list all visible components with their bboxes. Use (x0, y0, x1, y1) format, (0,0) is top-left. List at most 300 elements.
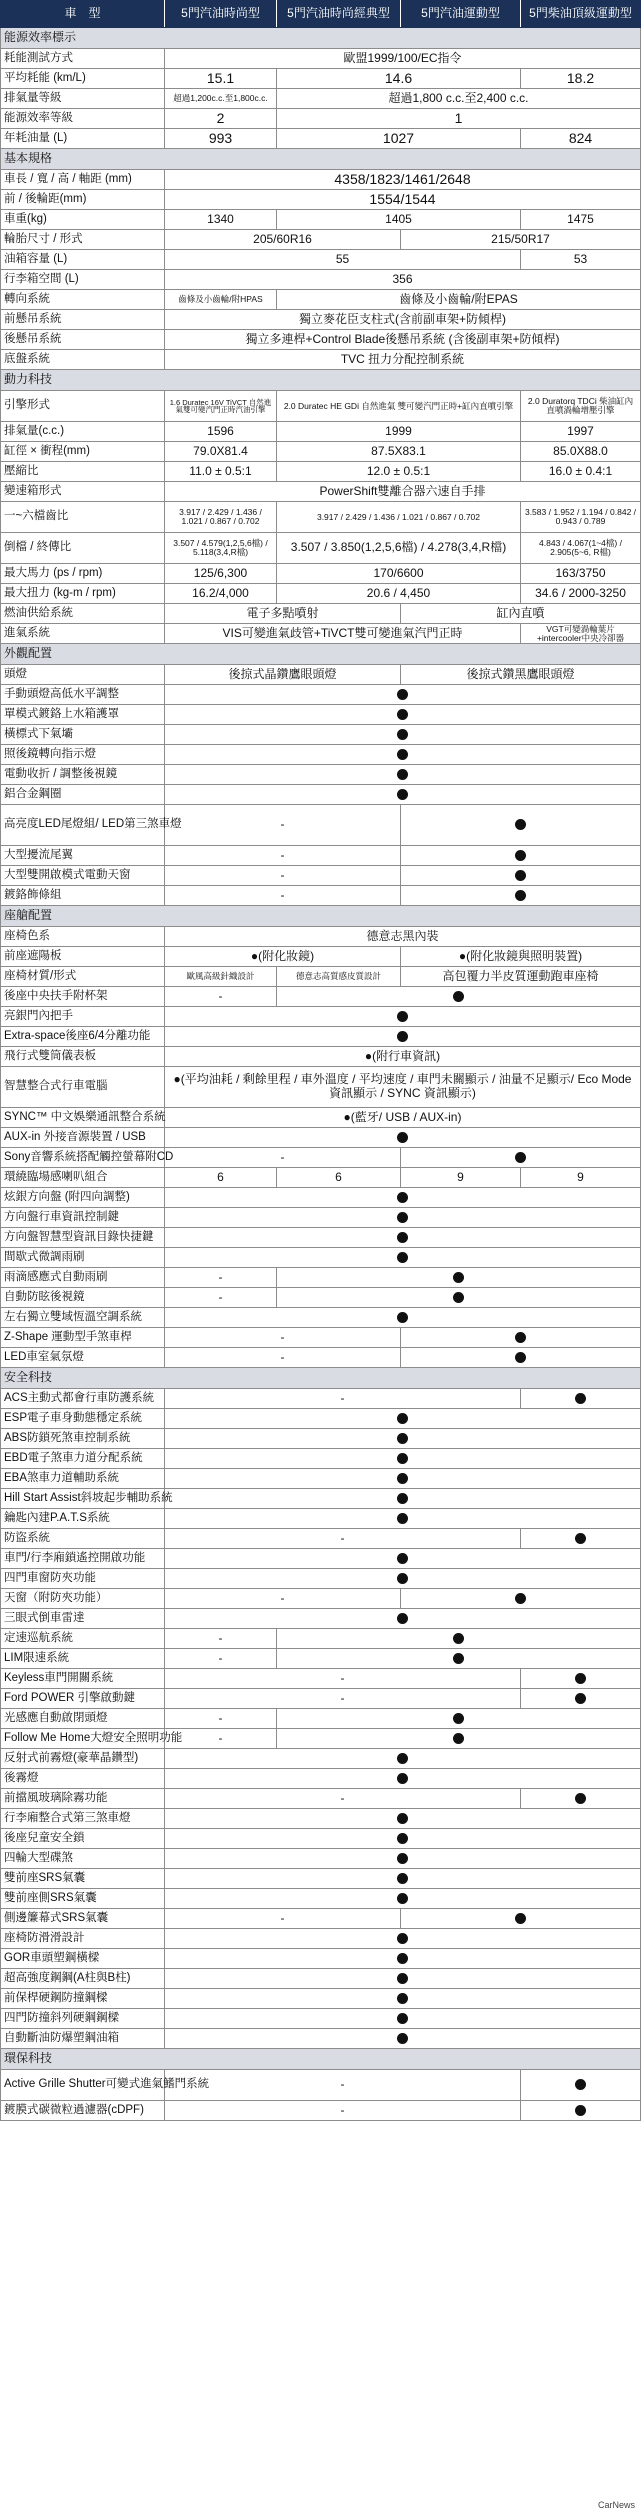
row-label: 平均耗能 (km/L) (1, 69, 165, 89)
standard-dot-icon (397, 1553, 408, 1564)
row-label: Active Grille Shutter可變式進氣鰭門系統 (1, 2070, 165, 2101)
feature-standard-cell (165, 1889, 641, 1909)
table-row (1, 665, 641, 685)
value-cell: 4.843 / 4.067(1~4檔) / 2.905(5~6, R檔) (521, 533, 641, 564)
row-label: 超高強度鋼鋼(A柱與B柱) (1, 1969, 165, 1989)
row-label: Z-Shape 運動型手煞車桿 (1, 1328, 165, 1348)
row-label: Follow Me Home大燈安全照明功能 (1, 1729, 165, 1749)
standard-dot-icon (397, 1413, 408, 1424)
standard-dot-icon (397, 1132, 408, 1143)
value-cell: 齒條及小齒輪/附EPAS (277, 290, 641, 310)
feature-standard-cell (401, 805, 641, 846)
row-label: 手動頭燈高低水平調整 (1, 685, 165, 705)
value-cell: 1999 (277, 422, 521, 442)
table-row (1, 1509, 641, 1529)
standard-dot-icon (453, 1292, 464, 1303)
table-row (1, 1208, 641, 1228)
standard-dot-icon (397, 2033, 408, 2044)
table-row (1, 250, 641, 270)
row-label: 大型雙開啟模式電動天窗 (1, 866, 165, 886)
row-label: 引擎形式 (1, 391, 165, 422)
feature-standard-cell (165, 1869, 641, 1889)
row-label: 自動防眩後視鏡 (1, 1288, 165, 1308)
value-cell: - (165, 886, 401, 906)
row-label: 頭燈 (1, 665, 165, 685)
value-cell: 1 (277, 109, 641, 129)
value-cell: 215/50R17 (401, 230, 641, 250)
standard-dot-icon (453, 1633, 464, 1644)
table-row (1, 866, 641, 886)
standard-dot-icon (397, 1993, 408, 2004)
value-cell: - (165, 2101, 521, 2121)
section-title: 外觀配置 (1, 644, 641, 665)
standard-dot-icon (453, 1733, 464, 1744)
value-cell: 824 (521, 129, 641, 149)
feature-standard-cell (277, 1649, 641, 1669)
value-cell: - (165, 1268, 277, 1288)
standard-dot-icon (515, 819, 526, 830)
table-row (1, 210, 641, 230)
value-cell: 後掠式晶鑽鷹眼頭燈 (165, 665, 401, 685)
table-row (1, 1889, 641, 1909)
row-label: 缸徑 × 衝程(mm) (1, 442, 165, 462)
feature-standard-cell (165, 2029, 641, 2049)
standard-dot-icon (515, 1593, 526, 1604)
feature-standard-cell (165, 1489, 641, 1509)
row-label: 雙前座SRS氣囊 (1, 1869, 165, 1889)
value-cell: 1340 (165, 210, 277, 230)
feature-standard-cell (165, 725, 641, 745)
value-cell: 2.0 Duratec HE GDi 自然進氣 雙可變汽門正時+缸內直噴引擎 (277, 391, 521, 422)
row-label: 鍍鉻飾條組 (1, 886, 165, 906)
row-label: 座椅色系 (1, 927, 165, 947)
feature-standard-cell (401, 1348, 641, 1368)
row-label: 變速箱形式 (1, 482, 165, 502)
standard-dot-icon (575, 1673, 586, 1684)
row-label: 前懸吊系統 (1, 310, 165, 330)
table-row (1, 1829, 641, 1849)
value-cell: 53 (521, 250, 641, 270)
standard-dot-icon (515, 1913, 526, 1924)
standard-dot-icon (397, 1252, 408, 1263)
table-row (1, 422, 641, 442)
value-cell: 79.0X81.4 (165, 442, 277, 462)
section-title: 環保科技 (1, 2049, 641, 2070)
table-row (1, 330, 641, 350)
table-row (1, 270, 641, 290)
value-cell: 德意志高質感皮質設計 (277, 967, 401, 987)
value-cell: 16.2/4,000 (165, 584, 277, 604)
feature-standard-cell (165, 1449, 641, 1469)
row-label: 智慧整合式行車電腦 (1, 1067, 165, 1108)
standard-dot-icon (397, 789, 408, 800)
feature-standard-cell (521, 1789, 641, 1809)
watermark: CarNews (597, 2500, 635, 2510)
value-cell: 齒條及小齒輪/附HPAS (165, 290, 277, 310)
row-label: LIM限速系統 (1, 1649, 165, 1669)
section-basic (1, 149, 641, 170)
value-cell: 6 (165, 1168, 277, 1188)
standard-dot-icon (397, 2013, 408, 2024)
standard-dot-icon (397, 1513, 408, 1524)
value-cell: PowerShift雙離合器六速自手排 (165, 482, 641, 502)
row-label: GOR車頭塑鋼橫樑 (1, 1949, 165, 1969)
table-row (1, 927, 641, 947)
row-label: ACS主動式都會行車防護系統 (1, 1389, 165, 1409)
section-title: 能源效率標示 (1, 28, 641, 49)
table-row (1, 1729, 641, 1749)
table-row (1, 1228, 641, 1248)
value-cell: - (165, 1589, 401, 1609)
feature-standard-cell (165, 1188, 641, 1208)
value-cell: - (165, 1669, 521, 1689)
table-row (1, 1348, 641, 1368)
value-cell: 55 (165, 250, 521, 270)
header-trim-2: 5門汽油時尚經典型 (277, 1, 401, 28)
section-efficiency (1, 28, 641, 49)
table-row (1, 1589, 641, 1609)
row-label: 電動收折 / 調整後視鏡 (1, 765, 165, 785)
table-row (1, 1188, 641, 1208)
standard-dot-icon (515, 850, 526, 861)
value-cell: - (165, 1689, 521, 1709)
table-row (1, 1549, 641, 1569)
row-label: 雨滴感應式自動雨刷 (1, 1268, 165, 1288)
table-row (1, 1128, 641, 1148)
value-cell: 2.0 Duratorq TDCi 柴油缸內直噴渦輪增壓引擎 (521, 391, 641, 422)
value-cell: - (165, 2070, 521, 2101)
row-label: ESP電子車身動態穩定系統 (1, 1409, 165, 1429)
value-cell: 2 (165, 109, 277, 129)
row-label: 最大扭力 (kg-m / rpm) (1, 584, 165, 604)
table-row (1, 462, 641, 482)
table-row (1, 190, 641, 210)
value-cell: - (165, 1529, 521, 1549)
standard-dot-icon (397, 709, 408, 720)
table-row (1, 1749, 641, 1769)
feature-standard-cell (165, 1228, 641, 1248)
value-cell: VGT可變渦輪葉片+intercooler中央冷卻器 (521, 624, 641, 644)
value-cell: - (165, 1148, 401, 1168)
value-cell: 125/6,300 (165, 564, 277, 584)
row-label: 後座中央扶手附杯架 (1, 987, 165, 1007)
table-row (1, 1268, 641, 1288)
value-cell: - (165, 1649, 277, 1669)
feature-standard-cell (165, 1829, 641, 1849)
feature-standard-cell (401, 1589, 641, 1609)
row-label: 飛行式雙筒儀表板 (1, 1047, 165, 1067)
standard-dot-icon (397, 1573, 408, 1584)
feature-standard-cell (165, 1027, 641, 1047)
value-cell: - (165, 1909, 401, 1929)
value-cell: 1997 (521, 422, 641, 442)
value-cell: 16.0 ± 0.4:1 (521, 462, 641, 482)
value-cell: 1596 (165, 422, 277, 442)
value-cell: 170/6600 (277, 564, 521, 584)
row-label: 四門車窗防夾功能 (1, 1569, 165, 1589)
value-cell: ●(附化妝鏡) (165, 947, 401, 967)
value-cell: 歐風高級針織設計 (165, 967, 277, 987)
row-label: 間歇式微調雨刷 (1, 1248, 165, 1268)
feature-standard-cell (165, 1989, 641, 2009)
value-cell: - (165, 1789, 521, 1809)
row-label: 轉向系統 (1, 290, 165, 310)
table-row (1, 69, 641, 89)
section-safety (1, 1368, 641, 1389)
row-label: AUX-in 外接音源裝置 / USB (1, 1128, 165, 1148)
row-label: 後懸吊系統 (1, 330, 165, 350)
value-cell: 993 (165, 129, 277, 149)
feature-standard-cell (277, 1288, 641, 1308)
value-cell: 獨立多連桿+Control Blade後懸吊系統 (含後副車架+防傾桿) (165, 330, 641, 350)
row-label: Keyless車門開關系統 (1, 1669, 165, 1689)
row-label: 底盤系統 (1, 350, 165, 370)
standard-dot-icon (397, 1893, 408, 1904)
table-row (1, 604, 641, 624)
table-row (1, 1308, 641, 1328)
row-label: 車重(kg) (1, 210, 165, 230)
row-label: Hill Start Assist斜坡起步輔助系統 (1, 1489, 165, 1509)
row-label: 進氣系統 (1, 624, 165, 644)
feature-standard-cell (165, 1409, 641, 1429)
value-cell: 缸內直噴 (401, 604, 641, 624)
row-label: 前擋風玻璃除霧功能 (1, 1789, 165, 1809)
feature-standard-cell (165, 765, 641, 785)
value-cell: - (165, 1709, 277, 1729)
table-row (1, 2070, 641, 2101)
value-cell: 1475 (521, 210, 641, 230)
row-label: 車門/行李廂鎖遙控開啟功能 (1, 1549, 165, 1569)
standard-dot-icon (397, 749, 408, 760)
value-cell: - (165, 1629, 277, 1649)
standard-dot-icon (397, 1192, 408, 1203)
feature-standard-cell (521, 1669, 641, 1689)
standard-dot-icon (453, 1272, 464, 1283)
value-cell: 87.5X83.1 (277, 442, 521, 462)
value-cell: 高包覆力半皮質運動跑車座椅 (401, 967, 641, 987)
standard-dot-icon (515, 1352, 526, 1363)
value-cell: ●(附行車資訊) (165, 1047, 641, 1067)
value-cell: 歐盟1999/100/EC指令 (165, 49, 641, 69)
feature-standard-cell (521, 2070, 641, 2101)
table-row (1, 2101, 641, 2121)
row-label: 橫標式下氣壩 (1, 725, 165, 745)
feature-standard-cell (401, 1328, 641, 1348)
value-cell: 12.0 ± 0.5:1 (277, 462, 521, 482)
section-interior (1, 906, 641, 927)
row-label: 排氣量等級 (1, 89, 165, 109)
value-cell: - (165, 866, 401, 886)
value-cell: 4358/1823/1461/2648 (165, 170, 641, 190)
standard-dot-icon (453, 1653, 464, 1664)
value-cell: 3.507 / 4.579(1,2,5,6檔) / 5.118(3,4,R檔) (165, 533, 277, 564)
row-label: 天窗（附防夾功能） (1, 1589, 165, 1609)
feature-standard-cell (401, 866, 641, 886)
table-row (1, 1027, 641, 1047)
standard-dot-icon (397, 729, 408, 740)
standard-dot-icon (397, 769, 408, 780)
table-row (1, 391, 641, 422)
row-label: 照後鏡轉向指示燈 (1, 745, 165, 765)
value-cell: VIS可變進氣歧管+TiVCT雙可變進氣汽門正時 (165, 624, 521, 644)
value-cell: 3.917 / 2.429 / 1.436 / 1.021 / 0.867 / 0.702 (277, 502, 521, 533)
table-row (1, 350, 641, 370)
value-cell: 6 (277, 1168, 401, 1188)
table-row (1, 1047, 641, 1067)
section-power (1, 370, 641, 391)
standard-dot-icon (515, 890, 526, 901)
table-row (1, 564, 641, 584)
table-row (1, 1629, 641, 1649)
row-label: 自動斷油防爆塑鋼油箱 (1, 2029, 165, 2049)
table-row (1, 1949, 641, 1969)
standard-dot-icon (397, 1613, 408, 1624)
table-row (1, 765, 641, 785)
feature-standard-cell (165, 1929, 641, 1949)
feature-standard-cell (165, 1769, 641, 1789)
section-title: 基本規格 (1, 149, 641, 170)
value-cell: ●(藍牙/ USB / AUX-in) (165, 1108, 641, 1128)
table-row (1, 1007, 641, 1027)
table-row (1, 1449, 641, 1469)
row-label: 反射式前霧燈(豪華晶鑽型) (1, 1749, 165, 1769)
value-cell: 163/3750 (521, 564, 641, 584)
row-label: 壓縮比 (1, 462, 165, 482)
standard-dot-icon (397, 1232, 408, 1243)
table-row (1, 967, 641, 987)
feature-standard-cell (165, 1849, 641, 1869)
value-cell: 超過1,200c.c.至1,800c.c. (165, 89, 277, 109)
standard-dot-icon (397, 1933, 408, 1944)
table-row (1, 886, 641, 906)
row-label: 前 / 後輪距(mm) (1, 190, 165, 210)
row-label: 四門防撞斜列硬鋼鋼樑 (1, 2009, 165, 2029)
feature-standard-cell (277, 1268, 641, 1288)
value-cell: - (165, 1348, 401, 1368)
standard-dot-icon (397, 1853, 408, 1864)
standard-dot-icon (397, 1212, 408, 1223)
header-model-label: 車 型 (1, 1, 165, 28)
row-label: 燃油供給系統 (1, 604, 165, 624)
standard-dot-icon (397, 1011, 408, 1022)
row-label: 鋁合金鋼圈 (1, 785, 165, 805)
table-row (1, 846, 641, 866)
standard-dot-icon (575, 1693, 586, 1704)
standard-dot-icon (397, 1973, 408, 1984)
row-label: 亮銀門內把手 (1, 1007, 165, 1027)
standard-dot-icon (453, 991, 464, 1002)
table-row (1, 725, 641, 745)
table-row (1, 1989, 641, 2009)
value-cell: - (165, 1729, 277, 1749)
table-row (1, 987, 641, 1007)
table-row (1, 109, 641, 129)
value-cell: 20.6 / 4,450 (277, 584, 521, 604)
feature-standard-cell (401, 1909, 641, 1929)
value-cell: 超過1,800 c.c.至2,400 c.c. (277, 89, 641, 109)
section-eco (1, 2049, 641, 2070)
feature-standard-cell (165, 745, 641, 765)
feature-standard-cell (277, 1709, 641, 1729)
table-row (1, 1168, 641, 1188)
table-row (1, 1849, 641, 1869)
value-cell: 獨立麥花臣支柱式(含前副車架+防傾桿) (165, 310, 641, 330)
value-cell: 11.0 ± 0.5:1 (165, 462, 277, 482)
table-row (1, 705, 641, 725)
table-row (1, 1148, 641, 1168)
standard-dot-icon (575, 1533, 586, 1544)
row-label: Extra-space後座6/4分離功能 (1, 1027, 165, 1047)
table-row (1, 533, 641, 564)
table-row (1, 1328, 641, 1348)
feature-standard-cell (521, 2101, 641, 2121)
row-label: 後座兒童安全鎖 (1, 1829, 165, 1849)
table-row (1, 1529, 641, 1549)
table-row (1, 89, 641, 109)
spec-body (1, 28, 641, 2121)
row-label: 鑰匙內建P.A.T.S系統 (1, 1509, 165, 1529)
table-row (1, 1689, 641, 1709)
row-label: 最大馬力 (ps / rpm) (1, 564, 165, 584)
feature-standard-cell (165, 1509, 641, 1529)
table-row (1, 947, 641, 967)
header-trim-4: 5門柴油頂級運動型 (521, 1, 641, 28)
standard-dot-icon (397, 1953, 408, 1964)
row-label: 環繞臨場感喇叭組合 (1, 1168, 165, 1188)
row-label: 前座遮陽板 (1, 947, 165, 967)
feature-standard-cell (165, 1969, 641, 1989)
value-cell: 3.917 / 2.429 / 1.436 / 1.021 / 0.867 / 0.702 (165, 502, 277, 533)
value-cell: 356 (165, 270, 641, 290)
table-row (1, 1769, 641, 1789)
header-trim-1: 5門汽油時尚型 (165, 1, 277, 28)
table-row (1, 1469, 641, 1489)
standard-dot-icon (397, 1312, 408, 1323)
table-row (1, 129, 641, 149)
feature-standard-cell (165, 705, 641, 725)
feature-standard-cell (165, 1208, 641, 1228)
feature-standard-cell (277, 1729, 641, 1749)
row-label: LED車室氣氛燈 (1, 1348, 165, 1368)
standard-dot-icon (397, 1493, 408, 1504)
value-cell: 1405 (277, 210, 521, 230)
value-cell: 18.2 (521, 69, 641, 89)
table-row (1, 2029, 641, 2049)
feature-standard-cell (401, 846, 641, 866)
row-label: 後霧燈 (1, 1769, 165, 1789)
value-cell: 1027 (277, 129, 521, 149)
standard-dot-icon (397, 1873, 408, 1884)
table-row (1, 502, 641, 533)
standard-dot-icon (397, 1833, 408, 1844)
value-cell: - (165, 805, 401, 846)
standard-dot-icon (397, 1773, 408, 1784)
table-row (1, 584, 641, 604)
value-cell: TVC 扭力分配控制系統 (165, 350, 641, 370)
row-label: 車長 / 寬 / 高 / 軸距 (mm) (1, 170, 165, 190)
feature-standard-cell (401, 886, 641, 906)
standard-dot-icon (397, 1433, 408, 1444)
row-label: 高亮度LED尾燈組/ LED第三煞車燈 (1, 805, 165, 846)
row-label: 炫銀方向盤 (附四向調整) (1, 1188, 165, 1208)
row-label: 座椅材質/形式 (1, 967, 165, 987)
table-row (1, 1609, 641, 1629)
row-label: 年耗油量 (L) (1, 129, 165, 149)
table-row (1, 624, 641, 644)
feature-standard-cell (165, 1248, 641, 1268)
feature-standard-cell (277, 1629, 641, 1649)
table-row (1, 685, 641, 705)
